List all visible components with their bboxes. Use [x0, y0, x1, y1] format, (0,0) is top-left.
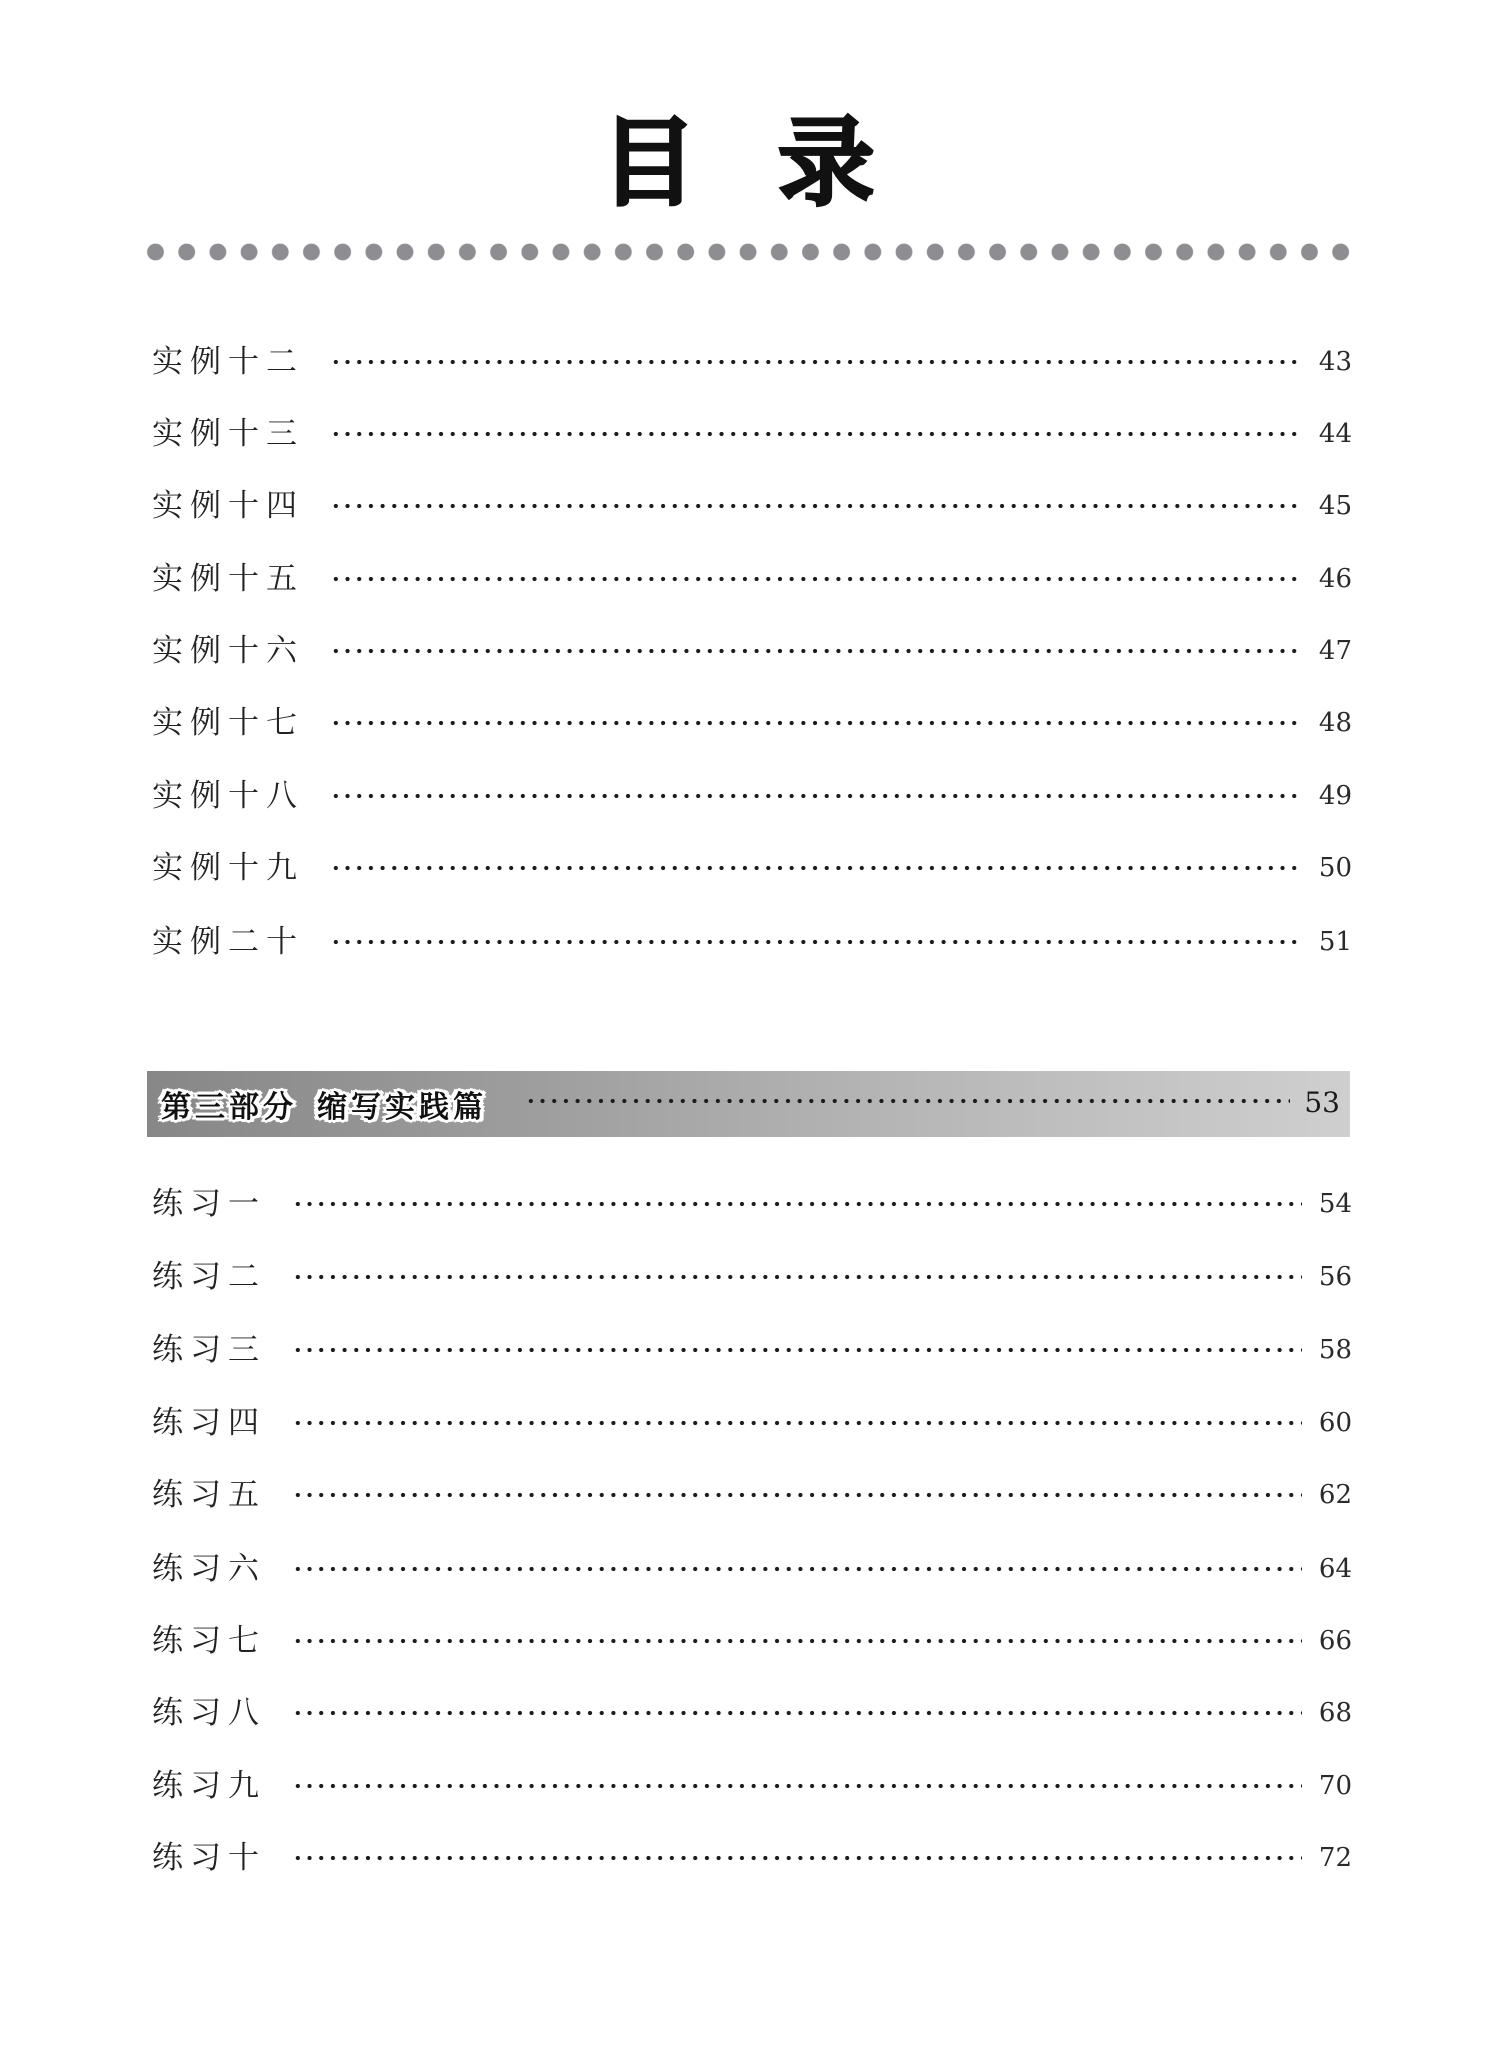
dot-leader [330, 720, 1302, 726]
dot-leader [292, 1783, 1302, 1789]
toc-entry-label: 练习五 [152, 1477, 266, 1513]
dot-leader [292, 1347, 1302, 1353]
dot-leader [330, 431, 1302, 437]
dot-leader [292, 1420, 1302, 1426]
toc-entry-page: 72 [1318, 1843, 1352, 1873]
toc-entry-page: 68 [1318, 1698, 1352, 1728]
dot-leader [525, 1098, 1290, 1104]
dot-leader [292, 1566, 1302, 1572]
dot-leader [330, 576, 1302, 582]
toc-entry[interactable] [152, 701, 1352, 745]
toc-entry[interactable] [152, 1328, 1352, 1372]
toc-entry-label: 实例十四 [152, 488, 304, 524]
toc-entry-page: 44 [1318, 419, 1352, 449]
toc-entry-page: 56 [1318, 1262, 1352, 1292]
toc-entry-label: 实例十五 [152, 561, 304, 597]
toc-entry-label: 实例十九 [152, 850, 304, 886]
dot-leader [292, 1638, 1302, 1644]
toc-entry-label: 实例十八 [152, 778, 304, 814]
toc-entry-page: 51 [1318, 927, 1352, 957]
dot-leader [330, 503, 1302, 509]
toc-entry-label: 练习六 [152, 1551, 266, 1587]
toc-entry-label: 练习二 [152, 1259, 266, 1295]
toc-entry-page: 58 [1318, 1335, 1352, 1365]
toc-entry[interactable] [152, 1764, 1352, 1808]
toc-entry-page: 54 [1318, 1189, 1352, 1219]
toc-entry[interactable] [152, 557, 1352, 601]
toc-entry[interactable] [152, 1182, 1352, 1226]
toc-entry[interactable] [152, 412, 1352, 456]
toc-entry[interactable] [152, 846, 1352, 890]
toc-entry-page: 45 [1318, 491, 1352, 521]
toc-entry-page: 62 [1318, 1480, 1352, 1510]
dot-leader [292, 1710, 1302, 1716]
toc-entry[interactable] [152, 1401, 1352, 1445]
toc-entry[interactable] [152, 340, 1352, 384]
section-name-label: 缩写实践篇 [317, 1090, 487, 1125]
dot-leader [292, 1855, 1302, 1861]
dot-leader [330, 793, 1302, 799]
toc-entry-page: 49 [1318, 781, 1352, 811]
toc-entry[interactable] [152, 1255, 1352, 1299]
toc-entry[interactable] [152, 629, 1352, 673]
dot-leader [292, 1492, 1302, 1498]
dot-leader [330, 939, 1302, 945]
toc-entry-page: 70 [1318, 1771, 1352, 1801]
section-title [161, 1082, 487, 1126]
toc-entry-label: 练习四 [152, 1405, 266, 1441]
toc-entry[interactable] [152, 920, 1352, 964]
toc-entry-label: 实例十二 [152, 344, 304, 380]
toc-entry-label: 练习十 [152, 1840, 266, 1876]
dot-leader [292, 1274, 1302, 1280]
toc-entry-label: 练习八 [152, 1695, 266, 1731]
toc-entry-page: 64 [1318, 1554, 1352, 1584]
toc-entry-label: 实例二十 [152, 924, 304, 960]
toc-entry-page: 47 [1318, 636, 1352, 666]
page-title: 目 录 [600, 107, 899, 219]
toc-entry-label: 练习七 [152, 1623, 266, 1659]
toc-entry-label: 练习九 [152, 1768, 266, 1804]
toc-entry[interactable] [152, 1836, 1352, 1880]
toc-entry-label: 实例十三 [152, 416, 304, 452]
toc-entry-page: 66 [1318, 1626, 1352, 1656]
toc-entry[interactable] [152, 774, 1352, 818]
dot-leader [330, 648, 1302, 654]
toc-entry-page: 60 [1318, 1408, 1352, 1438]
title-dotted-separator [147, 243, 1357, 261]
dot-leader [330, 865, 1302, 871]
toc-entry-label: 实例十六 [152, 633, 304, 669]
section-header-part3[interactable] [147, 1071, 1350, 1137]
toc-entry[interactable] [152, 1691, 1352, 1735]
toc-entry-label: 实例十七 [152, 705, 304, 741]
toc-entry-label: 练习三 [152, 1332, 266, 1368]
toc-entry[interactable] [152, 1473, 1352, 1517]
toc-entry-page: 48 [1318, 708, 1352, 738]
section-part-label: 第三部分 [161, 1090, 297, 1125]
section-page-number: 53 [1304, 1085, 1340, 1119]
dot-leader [330, 359, 1302, 365]
toc-entry[interactable] [152, 1547, 1352, 1591]
toc-entry-page: 50 [1318, 853, 1352, 883]
toc-entry-page: 46 [1318, 564, 1352, 594]
toc-entry-label: 练习一 [152, 1186, 266, 1222]
toc-entry[interactable] [152, 1619, 1352, 1663]
toc-entry[interactable] [152, 484, 1352, 528]
toc-entry-page: 43 [1318, 347, 1352, 377]
dot-leader [292, 1201, 1302, 1207]
